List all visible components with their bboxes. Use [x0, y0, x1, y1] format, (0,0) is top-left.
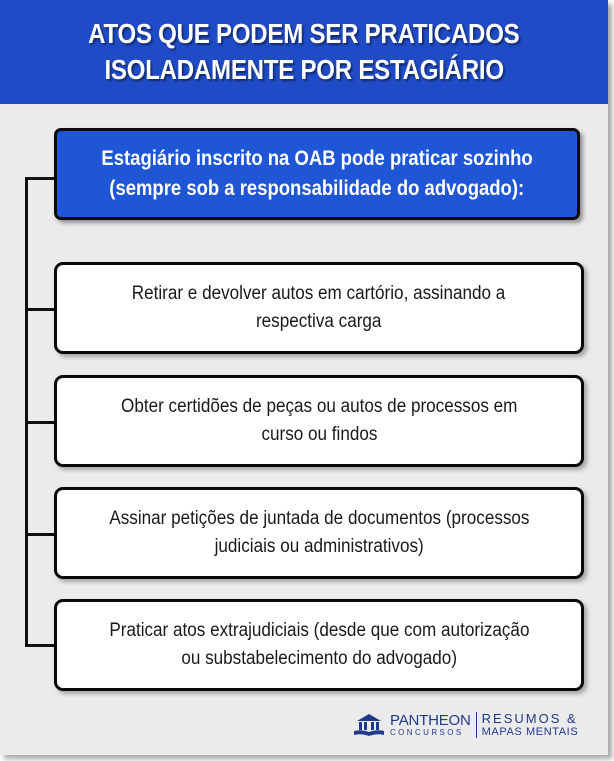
item-4-line-1: Praticar atos extrajudiciais (desde que com autorização	[108, 620, 530, 641]
item-box-2	[54, 375, 584, 467]
tagline-line-2: MAPAS MENTAIS	[481, 726, 579, 738]
header-banner	[0, 0, 608, 104]
item-2-line-2: curso ou findos	[261, 424, 377, 445]
item-box-3	[54, 487, 584, 579]
title-line-1: ATOS QUE PODEM SER PRATICADOS	[88, 18, 520, 49]
pantheon-logo	[352, 710, 578, 740]
tree-branch-item-1	[25, 308, 54, 311]
tagline-block	[482, 712, 579, 738]
brand-block	[390, 713, 471, 738]
brand-name: PANTHEON	[390, 711, 471, 729]
tree-connector-vertical	[25, 178, 28, 645]
item-box-1	[54, 262, 584, 354]
item-1-line-1: Retirar e devolver autos em cartório, assinando a	[132, 283, 506, 304]
title-line-2: ISOLADAMENTE POR ESTAGIÁRIO	[104, 54, 504, 85]
temple-book-icon	[352, 712, 386, 738]
item-2-line-1: Obter certidões de peças ou autos de processos em	[120, 396, 518, 417]
main-topic-line-2: (sempre sob a responsabilidade do advogado):	[109, 177, 525, 200]
tagline-line-1: RESUMOS &	[481, 711, 578, 726]
brand-subtitle: CONCURSOS	[390, 727, 464, 737]
tree-branch-item-3	[25, 533, 54, 536]
main-topic-box	[54, 128, 580, 220]
tree-branch-item-4	[25, 644, 54, 647]
logo-divider	[476, 712, 477, 738]
item-4-line-2: ou substabelecimento do advogado)	[181, 648, 457, 669]
tree-branch-main	[25, 177, 54, 180]
item-3-line-2: judiciais ou administrativos)	[214, 536, 424, 557]
tree-branch-item-2	[25, 421, 54, 424]
item-box-4	[54, 599, 584, 691]
item-1-line-2: respectiva carga	[256, 311, 382, 332]
item-3-line-1: Assinar petições de juntada de documentos (processos	[108, 508, 530, 529]
main-topic-line-1: Estagiário inscrito na OAB pode praticar sozinho	[101, 147, 533, 170]
